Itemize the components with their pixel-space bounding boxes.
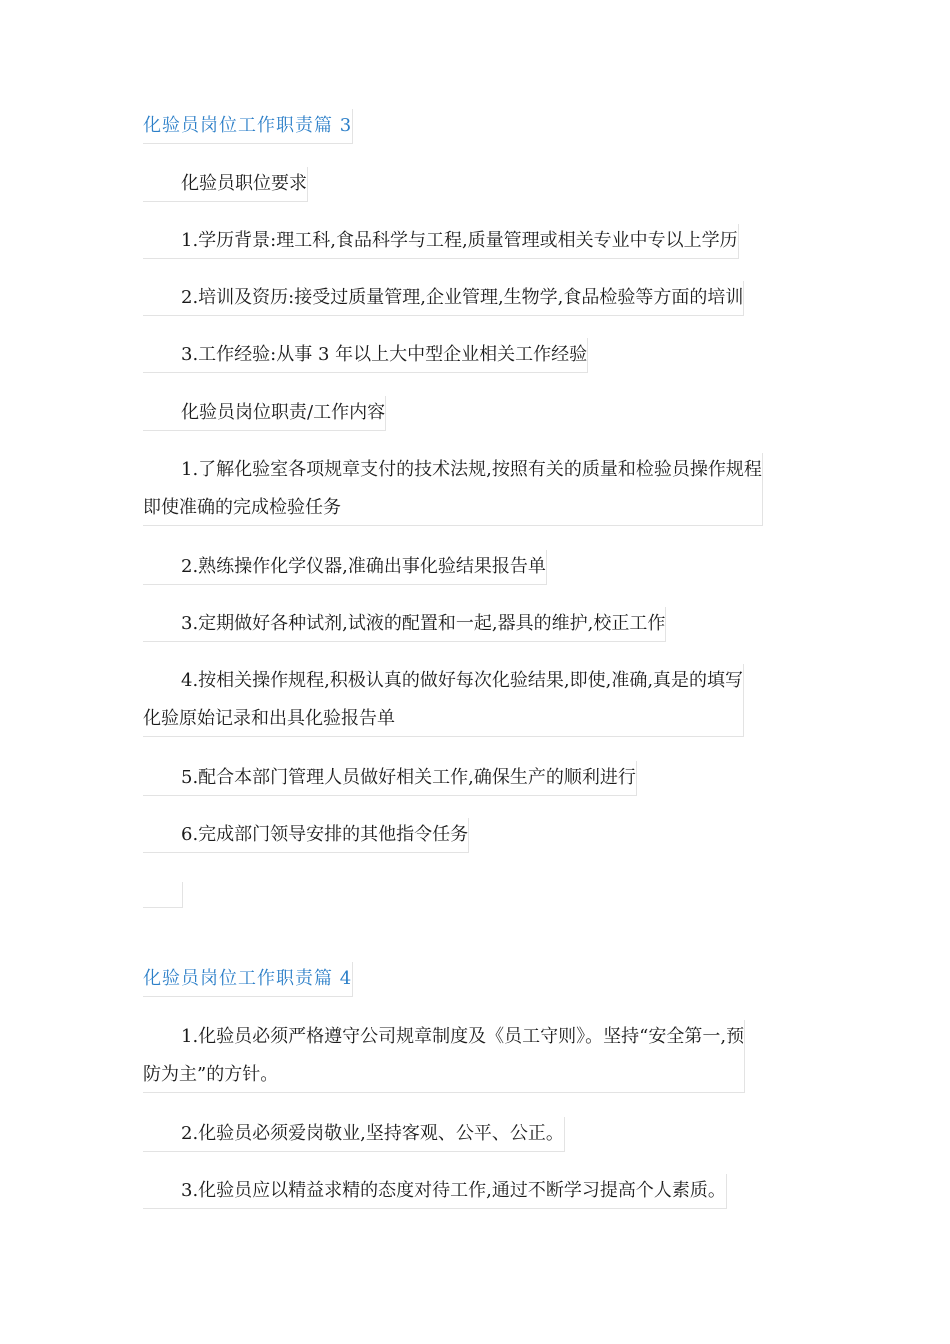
duty-item-1-line2: 即使准确的完成检验任务	[143, 497, 341, 518]
duty-item-5: 5.配合本部门管理人员做好相关工作,确保生产的顺利进行	[143, 761, 637, 796]
duty-item-1	[143, 453, 763, 526]
section-4-item-1	[143, 1020, 745, 1093]
duty-item-2: 2.熟练操作化学仪器,准确出事化验结果报告单	[143, 550, 547, 585]
duty-item-4	[143, 664, 744, 737]
section-3-heading: 化验员岗位工作职责篇 3	[143, 109, 353, 144]
section-4-heading: 化验员岗位工作职责篇 4	[143, 962, 353, 997]
empty-paragraph-box	[143, 882, 183, 908]
duty-item-1-line1: 1.了解化验室各项规章支付的技术法规,按照有关的质量和检验员操作规程	[181, 459, 762, 480]
duty-item-4-line2: 化验原始记录和出具化验报告单	[143, 708, 395, 729]
section-4-item-1-line2: 防为主”的方针。	[143, 1064, 279, 1085]
section-4-item-1-line1: 1.化验员必须严格遵守公司规章制度及《员工守则》。坚持“安全第一,预	[181, 1026, 745, 1047]
duties-title: 化验员岗位职责/工作内容	[143, 396, 386, 431]
requirement-item-3: 3.工作经验:从事 3 年以上大中型企业相关工作经验	[143, 338, 588, 373]
duty-item-4-line1: 4.按相关操作规程,积极认真的做好每次化验结果,即使,准确,真是的填写	[181, 670, 744, 691]
requirements-title: 化验员职位要求	[143, 167, 308, 202]
requirement-item-1: 1.学历背景:理工科,食品科学与工程,质量管理或相关专业中专以上学历	[143, 224, 739, 259]
duty-item-3: 3.定期做好各种试剂,试液的配置和一起,器具的维护,校正工作	[143, 607, 666, 642]
section-4-item-3: 3.化验员应以精益求精的态度对待工作,通过不断学习提高个人素质。	[143, 1174, 727, 1209]
duty-item-6: 6.完成部门领导安排的其他指令任务	[143, 818, 469, 853]
section-4-item-2: 2.化验员必须爱岗敬业,坚持客观、公平、公正。	[143, 1117, 565, 1152]
requirement-item-2: 2.培训及资历:接受过质量管理,企业管理,生物学,食品检验等方面的培训	[143, 281, 744, 316]
